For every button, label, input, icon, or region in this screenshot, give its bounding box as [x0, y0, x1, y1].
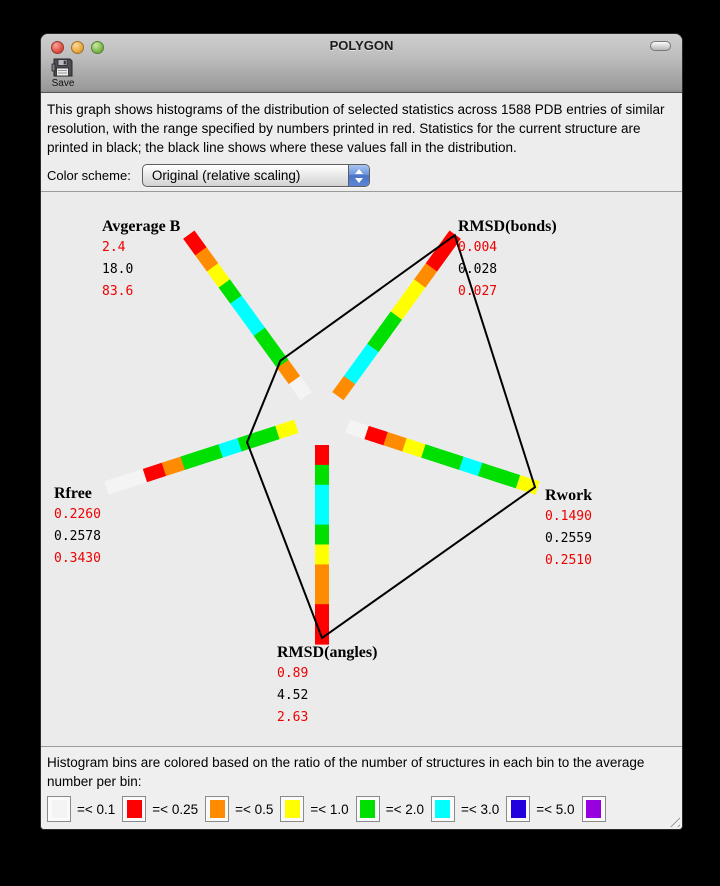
axis-current-value: 4.52: [277, 688, 309, 703]
bin-label: =< 2.0: [385, 801, 424, 817]
toolbar-toggle-button[interactable]: [650, 41, 671, 51]
axis-min-value: 0.2260: [54, 507, 101, 522]
legend-bin-item: [431, 796, 499, 822]
axis-block-rfree: [54, 483, 101, 570]
bin-swatch-icon: [431, 796, 455, 822]
axis-current-value: 0.2559: [545, 531, 592, 546]
axis-title: RMSD(bonds): [458, 218, 557, 235]
axis-current-value: 0.028: [458, 262, 498, 277]
color-scheme-select[interactable]: [142, 164, 370, 187]
axis-min-value: 0.1490: [545, 509, 592, 524]
bin-swatch-icon: [582, 796, 606, 822]
axis-block-average-b: [102, 216, 180, 303]
axis-block-rwork: [545, 485, 592, 572]
arrow-up-icon: [355, 169, 363, 174]
legend-panel: [41, 746, 682, 829]
legend-bin-item: [506, 796, 574, 822]
bin-label: =< 0.5: [235, 801, 274, 817]
axis-min-value: 0.004: [458, 240, 498, 255]
bin-swatch-icon: [205, 796, 229, 822]
window-title: POLYGON: [329, 38, 394, 53]
bin-swatch-icon: [47, 796, 71, 822]
bin-label: =< 5.0: [536, 801, 575, 817]
legend-bin-item: [122, 796, 198, 822]
axis-min-value: 0.89: [277, 666, 309, 681]
bin-swatch-icon: [280, 796, 304, 822]
axis-title: Rfree: [54, 485, 92, 502]
axis-current-value: 18.0: [102, 262, 134, 277]
legend-bin-item: [205, 796, 273, 822]
axis-max-value: 0.3430: [54, 551, 101, 566]
axis-title: RMSD(angles): [277, 644, 378, 661]
axis-max-value: 0.2510: [545, 553, 592, 568]
axis-block-rmsd-bonds: [458, 216, 557, 303]
info-panel: [41, 93, 682, 192]
color-scheme-label: Color scheme:: [47, 168, 131, 183]
bin-label: =< 1.0: [310, 801, 349, 817]
bin-label: =< 0.1: [77, 801, 116, 817]
combo-stepper-icon[interactable]: [348, 165, 369, 186]
legend-bin-item: [47, 796, 115, 822]
polygon-window: [40, 33, 683, 830]
bin-label: =< 3.0: [460, 801, 500, 817]
arrow-down-icon: [355, 178, 363, 183]
bin-swatch-icon: [356, 796, 380, 822]
plot-panel: [41, 192, 682, 746]
axis-title: Rwork: [545, 487, 593, 504]
floppy-disk-icon: [46, 57, 80, 78]
axis-min-value: 2.4: [102, 240, 126, 255]
legend-bins-row: [47, 796, 676, 822]
legend-bin-item: [356, 796, 424, 822]
bin-swatch-icon: [506, 796, 530, 822]
axis-title: Avgerage B: [102, 218, 181, 235]
titlebar[interactable]: [41, 34, 682, 59]
axis-max-value: 83.6: [102, 284, 134, 299]
color-scheme-selected-value: Original (relative scaling): [151, 168, 301, 183]
legend-bin-item: [280, 796, 348, 822]
legend-bin-item: [582, 796, 612, 822]
bin-label: =< 0.25: [152, 801, 199, 817]
toolbar: [41, 59, 682, 92]
axis-current-value: 0.2578: [54, 529, 101, 544]
axis-block-rmsd-angles: [277, 642, 377, 729]
window-header: [41, 34, 682, 93]
axis-max-value: 0.027: [458, 284, 498, 299]
save-button-label: Save: [51, 78, 75, 89]
axis-max-value: 2.63: [277, 710, 309, 725]
bin-swatch-icon: [122, 796, 146, 822]
save-button[interactable]: [46, 57, 80, 89]
color-scheme-row: [47, 164, 676, 187]
legend-text: Histogram bins are colored based on the ratio of the number of structures in each bin to the average number per bin:: [47, 755, 645, 789]
description-text: This graph shows histograms of the distribution of selected statistics across 1588 PDB entries of similar resolution, with the range specified by numbers printed in red. Statistics for the current structure are printed in black; the black line shows where these values fall in the distribution.: [47, 102, 665, 155]
